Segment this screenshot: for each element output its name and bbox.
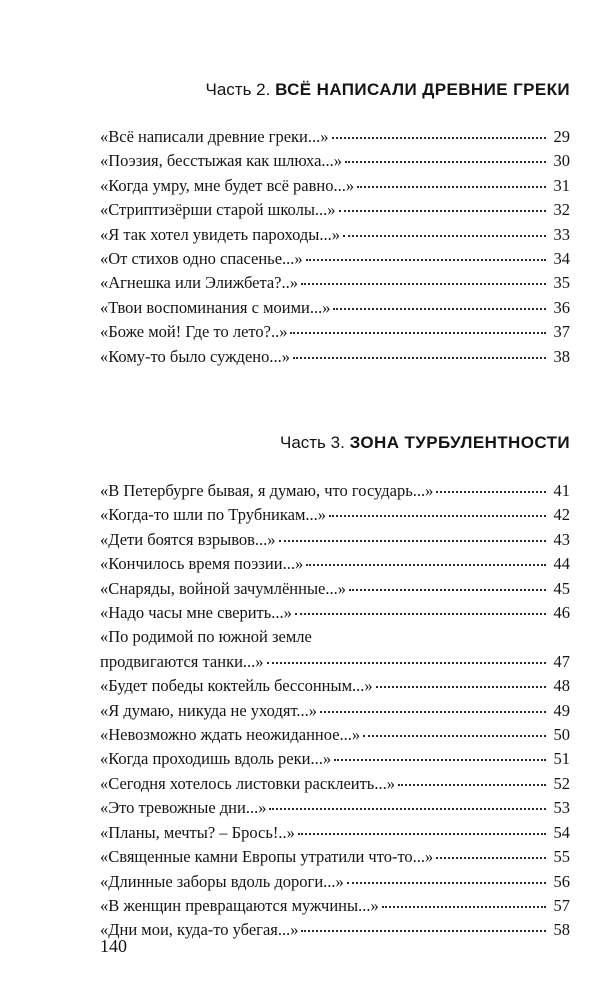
toc-entry-page: 31 [553,175,570,195]
toc-entry-title: «Невозможно ждать неожиданное...» [100,725,361,745]
toc-entry-page: 47 [553,651,570,671]
dot-leader [320,711,546,713]
dot-leader [334,759,546,761]
dot-leader [398,784,546,786]
toc-entry[interactable] [100,528,570,552]
dot-leader [349,589,546,591]
dot-leader [332,137,547,139]
toc-entry[interactable] [100,699,570,723]
toc-entry-title: «Дети боятся взрывов...» [100,529,276,549]
toc-entry-page: 43 [553,529,570,549]
toc-entry-title: «От стихов одно спасенье...» [100,249,303,269]
toc-entry[interactable] [100,674,570,698]
toc-entry-page: 30 [553,151,570,171]
toc-entry[interactable] [100,894,570,918]
toc-entry[interactable] [100,198,570,222]
toc-entry-page: 55 [553,847,570,867]
toc-entry-page: 44 [553,554,570,574]
dot-leader [293,357,546,359]
toc-entry[interactable] [100,125,570,149]
dot-leader [363,735,546,737]
toc-entry-title-line-1: «По родимой по южной земле [100,627,312,647]
dot-leader [267,662,546,664]
toc-entry[interactable] [100,479,570,503]
page-number: 140 [100,936,127,956]
toc-entry[interactable] [100,577,570,601]
dot-leader [382,906,546,908]
toc-entry-title: «Я так хотел увидеть пароходы...» [100,224,340,244]
part-3-heading [280,432,570,454]
part-2-label: Часть 2. [205,80,271,99]
toc-entry-page: 34 [553,249,570,269]
toc-entry-title: «Кончилось время поэзии...» [100,554,304,574]
toc-entry-page: 53 [553,798,570,818]
dot-leader [329,515,546,517]
toc-entry-title: «Длинные заборы вдоль дороги...» [100,871,344,891]
toc-entry-title: «Священные камни Европы утратили что-то...» [100,847,434,867]
toc-entry[interactable] [100,625,570,674]
toc-entry-page: 33 [553,224,570,244]
toc-entry[interactable] [100,174,570,198]
toc-entry-page: 36 [553,297,570,317]
toc-entry-page: 52 [553,773,570,793]
part-2-heading [206,79,571,101]
part-3-title: ЗОНА ТУРБУЛЕНТНОСТИ [349,433,570,452]
dot-leader [298,833,546,835]
toc-entry-page: 49 [553,700,570,720]
dot-leader [436,491,546,493]
dot-leader [345,161,546,163]
toc-entry-title: «Когда проходишь вдоль реки...» [100,749,332,769]
dot-leader [306,564,546,566]
toc-entry-page: 35 [553,273,570,293]
dot-leader [295,613,546,615]
toc-list-part-3 [100,479,570,943]
toc-entry-title: «Агнешка или Элижбета?..» [100,273,299,293]
dot-leader [347,882,546,884]
toc-entry-page: 48 [553,676,570,696]
toc-entry-title: «Сегодня хотелось листовки расклеить...» [100,773,395,793]
toc-entry[interactable] [100,601,570,625]
toc-entry[interactable] [100,345,570,369]
toc-entry[interactable] [100,223,570,247]
dot-leader [301,930,546,932]
toc-entry[interactable] [100,772,570,796]
toc-entry-title: «Боже мой! Где то лето?..» [100,322,288,342]
toc-entry[interactable] [100,723,570,747]
toc-entry-title: «Планы, мечты? – Брось!..» [100,822,295,842]
toc-entry-title: «В женщин превращаются мужчины...» [100,895,379,915]
toc-entry[interactable] [100,271,570,295]
toc-entry-title: «Дни мои, куда-то убегая...» [100,920,299,940]
toc-entry-title: «В Петербурге бывая, я думаю, что государь...» [100,481,434,500]
toc-entry-title: продвигаются танки...» [100,651,264,671]
toc-entry-title: «Это тревожные дни...» [100,798,267,818]
toc-entry-page: 41 [553,481,570,500]
toc-entry-title: «Снаряды, войной зачумлённые...» [100,578,346,598]
toc-entry-page: 38 [553,346,570,366]
toc-entry[interactable] [100,747,570,771]
toc-entry-title: «Поэзия, бесстыжая как шлюха...» [100,151,343,171]
dot-leader [357,186,546,188]
dot-leader [269,808,546,810]
toc-entry-title: «Кому-то было суждено...» [100,346,290,366]
dot-leader [279,540,546,542]
toc-entry-page: 51 [553,749,570,769]
toc-entry-page: 57 [553,895,570,915]
part-2-title: ВСЁ НАПИСАЛИ ДРЕВНИЕ ГРЕКИ [275,80,570,99]
toc-entry[interactable] [100,918,570,942]
toc-entry-page: 54 [553,822,570,842]
toc-entry-page: 42 [553,505,570,525]
toc-entry-page: 56 [553,871,570,891]
toc-entry[interactable] [100,320,570,344]
toc-list-part-2 [100,125,570,369]
toc-entry[interactable] [100,552,570,576]
dot-leader [290,332,546,334]
toc-entry-page: 50 [553,725,570,745]
toc-entry[interactable] [100,845,570,869]
toc-entry[interactable] [100,247,570,271]
toc-entry-title: «Когда-то шли по Трубникам...» [100,505,327,525]
dot-leader [436,857,546,859]
dot-leader [376,686,546,688]
toc-entry-page: 37 [553,322,570,342]
toc-entry[interactable] [100,296,570,320]
toc-entry[interactable] [100,821,570,845]
toc-entry-title: «Когда умру, мне будет всё равно...» [100,175,355,195]
toc-entry-title: «Я думаю, никуда не уходят...» [100,700,318,720]
toc-entry-page: 29 [553,127,570,146]
toc-entry-title: «Твои воспоминания с моими...» [100,297,331,317]
toc-entry[interactable] [100,503,570,527]
toc-entry[interactable] [100,870,570,894]
part-3-label: Часть 3. [279,433,345,452]
toc-entry-page: 46 [553,603,570,623]
toc-entry-page: 58 [553,920,570,940]
toc-entry-title: «Стриптизёрши старой школы...» [100,200,336,220]
toc-entry[interactable] [100,149,570,173]
toc-entry-page: 32 [553,200,570,220]
toc-entry-page: 45 [553,578,570,598]
dot-leader [333,308,546,310]
toc-entry-title: «Всё написали древние греки...» [100,127,329,146]
dot-leader [301,283,546,285]
toc-entry[interactable] [100,796,570,820]
toc-entry-title: «Надо часы мне сверить...» [100,603,292,623]
dot-leader [343,235,546,237]
dot-leader [339,210,546,212]
dot-leader [306,259,546,261]
toc-entry-title: «Будет победы коктейль бессонным...» [100,676,373,696]
